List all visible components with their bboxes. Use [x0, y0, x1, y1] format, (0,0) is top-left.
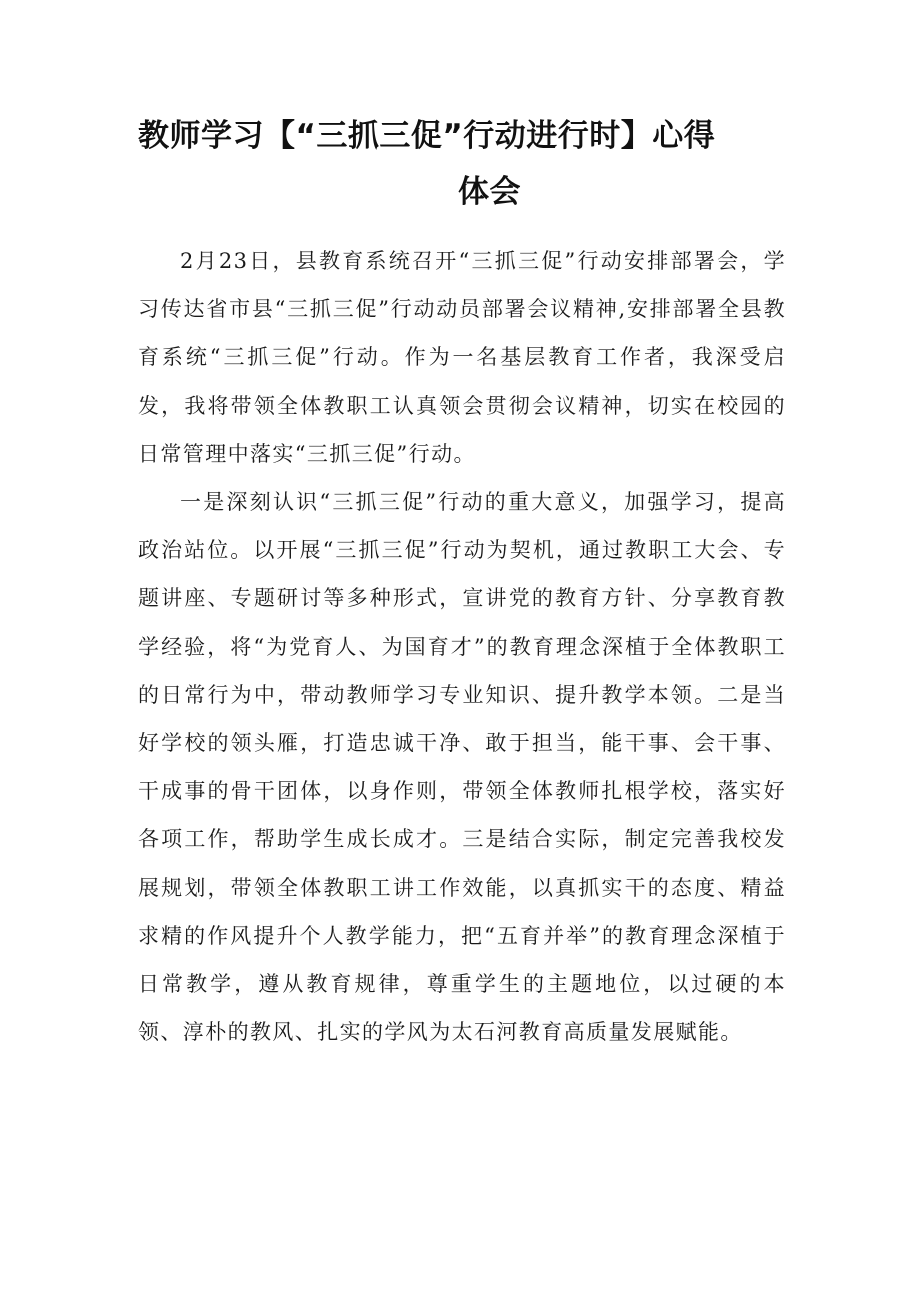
title-line-2: 体会	[458, 174, 521, 210]
document-title	[138, 108, 788, 220]
document-body	[138, 237, 786, 1056]
title-line-1: 教师学习【“三抓三促”行动进行时】心得	[138, 118, 716, 154]
paragraph-2: 一是深刻认识“三抓三促”行动的重大意义，加强学习，提高政治站位。以开展“三抓三促”行动为契机，通过教职工大会、专题讲座、专题研讨等多种形式，宣讲党的教育方针、分享教育教学经验，将“为党育人、为国育才”的教育理念深植于全体教职工的日常行为中，带动教师学习专业知识、提升教学本领。二是当好学校的领头雁，打造忠诚干净、敢于担当，能干事、会干事、干成事的骨干团体，以身作则，带领全体教师扎根学校，落实好各项工作，帮助学生成长成才。三是结合实际，制定完善我校发展规划，带领全体教职工讲工作效能，以真抓实干的态度、精益求精的作风提升个人教学能力，把“五育并举”的教育理念深植于日常教学，遵从教育规律，尊重学生的主题地位，以过硬的本领、淳朴的教风、扎实的学风为太石河教育高质量发展赋能。	[138, 490, 786, 1045]
paragraph-1: 2月23日，县教育系统召开“三抓三促”行动安排部署会，学习传达省市县“三抓三促”行动动员部署会议精神,安排部署全县教育系统“三抓三促”行动。作为一名基层教育工作者，我深受启发，我将带领全体教职工认真领会贯彻会议精神，切实在校园的日常管理中落实“三抓三促”行动。	[138, 249, 786, 466]
